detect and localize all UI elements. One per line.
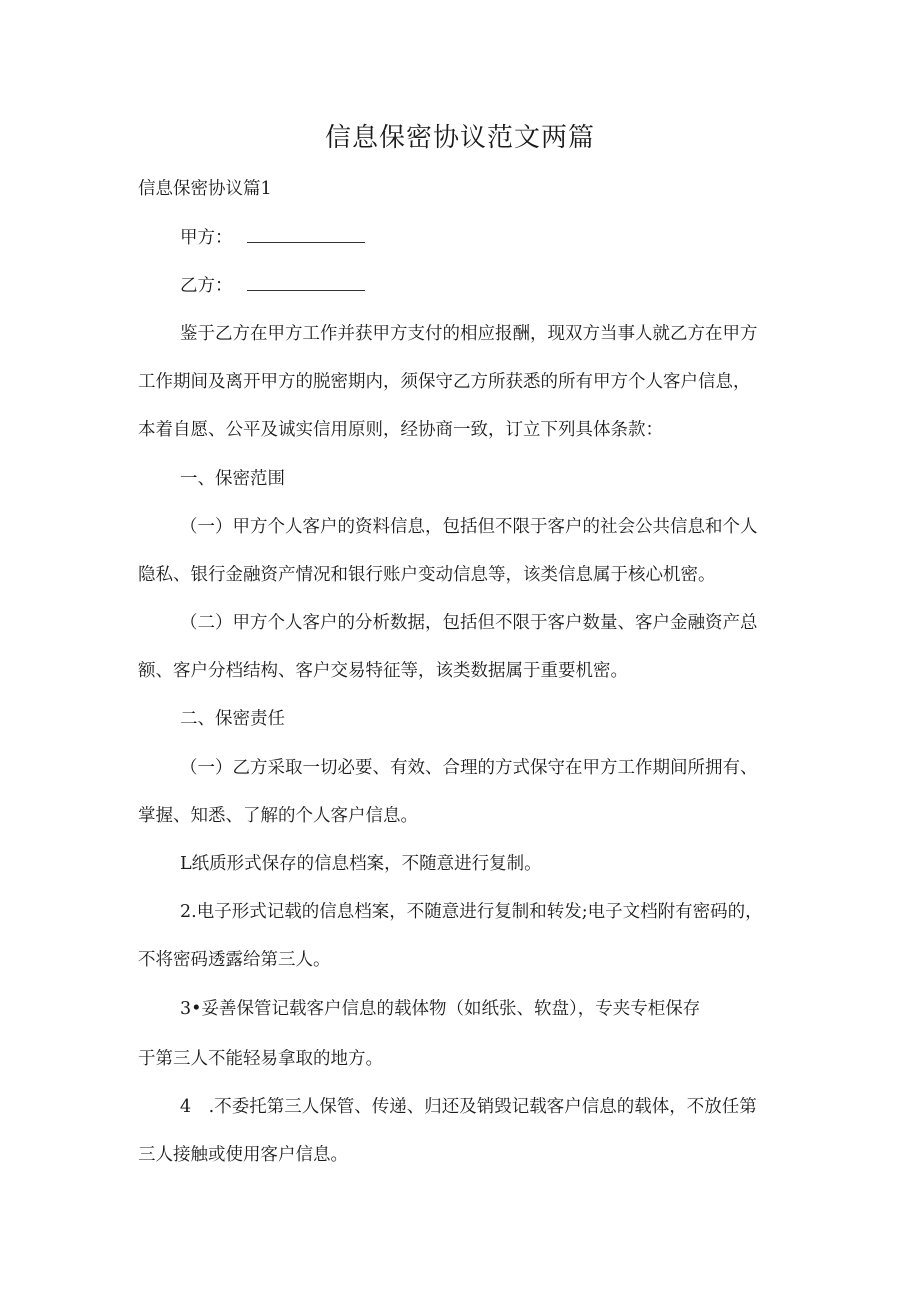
- body-line: 本着自愿、公平及诚实信用原则，经协商一致，订立下列具体条款：: [138, 420, 663, 440]
- clause-heading: 二、保密责任: [180, 709, 285, 729]
- party-a-line: [180, 225, 365, 251]
- body-line: （一）乙方采取一切必要、有效、合理的方式保守在甲方工作期间所拥有、: [180, 758, 758, 778]
- party-a-label: 甲方：: [180, 228, 233, 248]
- clause-heading: 一、保密范围: [180, 469, 285, 489]
- body-line: L纸质形式保存的信息档案，不随意进行复制。: [180, 854, 542, 874]
- body-line: 鉴于乙方在甲方工作并获甲方支付的相应报酬，现双方当事人就乙方在甲方: [180, 324, 758, 344]
- body-line: 不将密码透露给第三人。: [138, 950, 331, 970]
- party-b-label: 乙方：: [180, 276, 233, 296]
- party-b-line: [180, 273, 365, 299]
- body-line: 3•妥善保管记载客户信息的载体物（如纸张、软盘），专夹专柜保存: [180, 999, 701, 1019]
- body-line: 掌握、知悉、了解的个人客户信息。: [138, 806, 418, 826]
- body-line: 4 .不委托第三人保管、传递、归还及销毁记载客户信息的载体，不放任第: [180, 1097, 757, 1117]
- body-line: 额、客户分档结构、客户交易特征等，该类数据属于重要机密。: [138, 661, 628, 681]
- body-line: （一）甲方个人客户的资料信息，包括但不限于客户的社会公共信息和个人: [180, 517, 758, 537]
- body-line: 工作期间及离开甲方的脱密期内，须保守乙方所获悉的所有甲方个人客户信息，: [138, 372, 751, 392]
- party-b-blank: [247, 276, 365, 291]
- body-line: 三人接触或使用客户信息。: [138, 1145, 348, 1165]
- section-heading: 信息保密协议篇1: [138, 179, 272, 199]
- body-line: 隐私、银行金融资产情况和银行账户变动信息等，该类信息属于核心机密。: [138, 565, 716, 585]
- document-title: 信息保密协议范文两篇: [324, 123, 595, 153]
- body-line: 于第三人不能轻易拿取的地方。: [138, 1049, 383, 1069]
- body-line: （二）甲方个人客户的分析数据，包括但不限于客户数量、客户金融资产总: [180, 613, 758, 633]
- body-line: 2.电子形式记载的信息档案，不随意进行复制和转发;电子文档附有密码的，: [180, 902, 763, 922]
- party-a-blank: [247, 228, 365, 243]
